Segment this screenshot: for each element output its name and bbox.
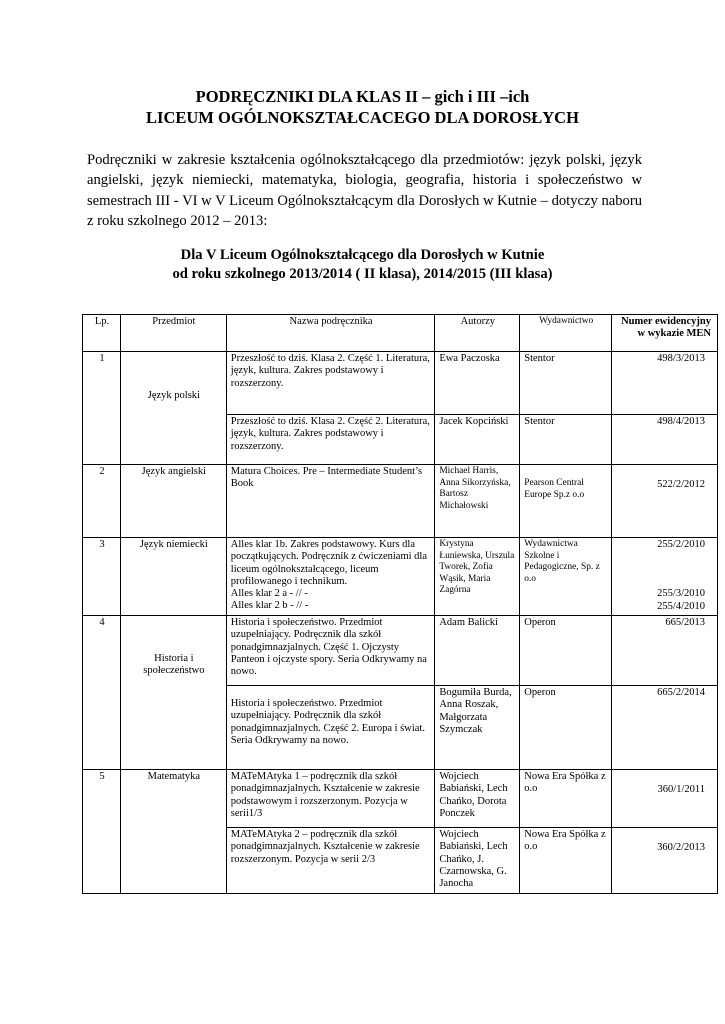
cell-przedmiot: Historia i społeczeństwo [120, 616, 226, 770]
cell-wydawnictwo: Nowa Era Spółka z o.o [520, 770, 612, 828]
numer-2: 255/3/2010 [657, 588, 705, 600]
cell-numer: 360/1/2011 [612, 770, 718, 828]
cell-numer: 498/3/2013 [612, 352, 718, 415]
header-numer: Numer ewidencyjny w wykazie MEN [612, 315, 718, 352]
cell-przedmiot: Matematyka [120, 770, 226, 894]
cell-lp: 2 [83, 465, 121, 538]
cell-nazwa: Przeszłość to dziś. Klasa 2. Część 1. Literatura, język, kultura. Zakres podstawowy i rozszerzony. [226, 352, 435, 415]
cell-przedmiot: Język niemiecki [120, 538, 226, 616]
header-nazwa: Nazwa podręcznika [226, 315, 435, 352]
table-row [83, 770, 718, 828]
cell-nazwa: Historia i społeczeństwo. Przedmiot uzupełniający. Podręcznik dla szkół ponadgimnazjalnych. Część 2. Europa i świat. Seria Odkrywamy na nowo. [226, 686, 435, 770]
cell-lp: 3 [83, 538, 121, 616]
table-row [83, 352, 718, 415]
cell-wydawnictwo: Stentor [520, 352, 612, 415]
cell-numer: 665/2013 [612, 616, 718, 686]
cell-nazwa: Historia i społeczeństwo. Przedmiot uzupełniający. Podręcznik dla szkół ponadgimnazjalnych. Część 1. Ojczysty Panteon i ojczyste spory. Seria Odkrywamy na nowo. [226, 616, 435, 686]
cell-przedmiot: Język polski [120, 352, 226, 465]
cell-autorzy: Krystyna Łuniewska, Urszula Tworek, Zofia Wąsik, Maria Zagórna [435, 538, 520, 616]
cell-wydawnictwo: Pearson Central Europe Sp.z o.o [520, 465, 612, 538]
numer-spacer [616, 551, 705, 588]
cell-numer: 522/2/2012 [612, 465, 718, 538]
book-title-alles-klar-1b: Alles klar 1b. Zakres podstawowy. Kurs dla początkujących. Podręcznik z ćwiczeniami dla liceum ogólnokształcącego, liceum profilowanego i technikum. [230, 539, 427, 587]
subtitle-line-1: Dla V Liceum Ogólnokształcącego dla Dorosłych w Kutnie [180, 247, 545, 263]
document-title-line-1: PODRĘCZNIKI DLA KLAS II – gich i III –ich [195, 87, 530, 106]
cell-autorzy: Ewa Paczoska [435, 352, 520, 415]
cell-numer: 498/4/2013 [612, 415, 718, 465]
textbook-table [82, 314, 718, 894]
cell-autorzy: Adam Balicki [435, 616, 520, 686]
cell-numer [612, 538, 718, 616]
book-title-alles-klar-2a: Alles klar 2 a - // - [230, 588, 308, 600]
cell-nazwa [226, 538, 435, 616]
cell-numer: 360/2/2013 [612, 828, 718, 894]
cell-przedmiot: Język angielski [120, 465, 226, 538]
cell-autorzy: Jacek Kopciński [435, 415, 520, 465]
cell-autorzy: Bogumiła Burda, Anna Roszak, Małgorzata Szymczak [435, 686, 520, 770]
cell-wydawnictwo: Nowa Era Spółka z o.o [520, 828, 612, 894]
document-title-line-2: LICEUM OGÓLNOKSZTAŁCACEGO DLA DOROSŁYCH [146, 108, 579, 127]
cell-lp: 1 [83, 352, 121, 465]
table-row [83, 465, 718, 538]
subtitle-line-2: od roku szkolnego 2013/2014 ( II klasa), 2014/2015 (III klasa) [172, 266, 553, 282]
book-title-alles-klar-2b: Alles klar 2 b - // - [230, 600, 309, 612]
cell-lp: 5 [83, 770, 121, 894]
table-row [83, 616, 718, 686]
cell-nazwa: MATeMAtyka 1 – podręcznik dla szkół ponadgimnazjalnych. Kształcenie w zakresie podstawowym i rozszerzonym. Pozycja w serii1/3 [226, 770, 435, 828]
cell-nazwa: Matura Choices. Pre – Intermediate Student’s Book [226, 465, 435, 538]
table-row [83, 538, 718, 616]
cell-autorzy: Wojciech Babiański, Lech Chańko, Dorota Ponczek [435, 770, 520, 828]
cell-wydawnictwo: Wydawnictwa Szkolne i Pedagogiczne, Sp. z o.o [520, 538, 612, 616]
cell-autorzy: Michael Harris, Anna Sikorzyńska, Bartosz Michałowski [435, 465, 520, 538]
header-lp: Lp. [83, 315, 121, 352]
header-przedmiot: Przedmiot [120, 315, 226, 352]
cell-nazwa: MATeMAtyka 2 – podręcznik dla szkół ponadgimnazjalnych. Kształcenie w zakresie rozszerzonym. Pozycja w serii 2/3 [226, 828, 435, 894]
header-autorzy: Autorzy [435, 315, 520, 352]
numer-3: 255/4/2010 [657, 600, 705, 612]
cell-wydawnictwo: Operon [520, 686, 612, 770]
cell-autorzy: Wojciech Babiański, Lech Chańko, J. Czarnowska, G. Janocha [435, 828, 520, 894]
cell-wydawnictwo: Operon [520, 616, 612, 686]
cell-nazwa: Przeszłość to dziś. Klasa 2. Część 2. Literatura, język, kultura. Zakres podstawowy i rozszerzony. [226, 415, 435, 465]
table-header-row [83, 315, 718, 352]
numer-1: 255/2/2010 [657, 539, 705, 550]
intro-paragraph: Podręczniki w zakresie kształcenia ogólnokształcącego dla przedmiotów: język polski, język angielski, język niemiecki, matematyka, biologia, geografia, historia i społeczeństwo w semestrach III - VI w V Liceum Ogólnokształcącym dla Dorosłych w Kutnie – dotyczy naboru z roku szkolnego 2012 – 2013: [87, 152, 642, 230]
cell-lp: 4 [83, 616, 121, 770]
header-wydawnictwo: Wydawnictwo [520, 315, 612, 352]
cell-wydawnictwo: Stentor [520, 415, 612, 465]
cell-numer: 665/2/2014 [612, 686, 718, 770]
